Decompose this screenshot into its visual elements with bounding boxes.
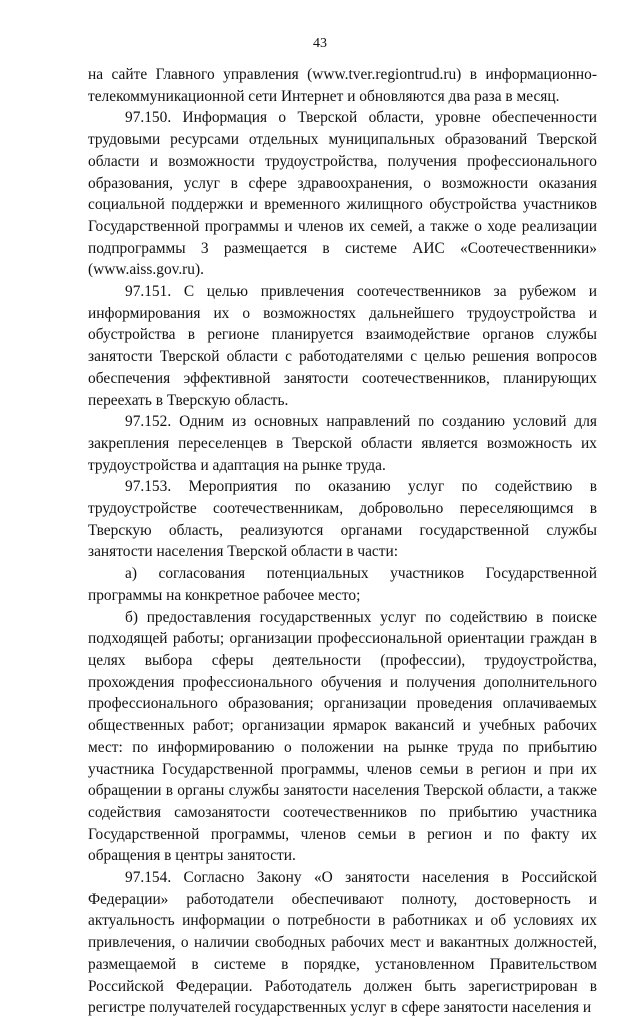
paragraph-97-154: 97.154. Согласно Закону «О занятости населения в Российской Федерации» работодатели обеспечивают полноту, достоверность и актуальность информации о потребности в работниках и об условиях их привлечения, о наличии свободных рабочих мест и вакантных должностей, размещаемой в системе в порядке, установленном Правительством Российской Федерации. Работодатель должен быть зарегистрирован в регистре получателей государственных услуг в сфере занятости населения и	[88, 869, 597, 1017]
paragraph-continuation: на сайте Главного управления (www.tver.regiontrud.ru) в информационно-телекоммуникационной сети Интернет и обновляются два раза в месяц.	[88, 66, 597, 105]
paragraph-97-152: 97.152. Одним из основных направлений по созданию условий для закрепления переселенцев в Тверской области является возможность их трудоустройства и адаптация на рынке труда.	[88, 413, 597, 474]
paragraph-97-151: 97.151. С целью привлечения соотечественников за рубежом и информирования их о возможностях дальнейшего трудоустройства и обустройства в регионе планируется взаимодействие органов службы занятости Тверской области с работодателями с целью решения вопросов обеспечения эффективной занятости соотечественников, планирующих переехать в Тверскую область.	[88, 283, 597, 409]
paragraph-97-153: 97.153. Мероприятия по оказанию услуг по содействию в трудоустройстве соотечественникам, добровольно переселяющимся в Тверскую область, реализуются органами государственной службы занятости населения Тверской области в части:	[88, 478, 597, 561]
document-body	[88, 64, 597, 1019]
list-item-a: а) согласования потенциальных участников Государственной программы на конкретное рабочее место;	[88, 565, 597, 604]
page-number: 43	[313, 36, 327, 51]
list-item-b: б) предоставления государственных услуг по содействию в поиске подходящей работы; организации профессиональной ориентации граждан в целях выбора сферы деятельности (профессии), трудоустройства, прохождения профессионального обучения и получения дополнительного профессионального образования; организации проведения оплачиваемых общественных работ; организации ярмарок вакансий и учебных рабочих мест: по информированию о положении на рынке труда по прибытию участника Государственной программы, членов семьи в регион и при их обращении в органы службы занятости населения Тверской области, а также содействия самозанятости соотечественников по прибытию участника Государственной программы, членов семьи в регион и по факту их обращения в центры занятости.	[88, 608, 597, 865]
paragraph-97-150: 97.150. Информация о Тверской области, уровне обеспеченности трудовыми ресурсами отдельных муниципальных образований Тверской области и возможности трудоустройства, получения профессионального образования, услуг в сфере здравоохранения, о возможности оказания социальной поддержки и временного жилищного обустройства участников Государственной программы и членов их семей, а также о ходе реализации подпрограммы 3 размещается в системе АИС «Соотечественники» (www.aiss.gov.ru).	[88, 109, 597, 279]
